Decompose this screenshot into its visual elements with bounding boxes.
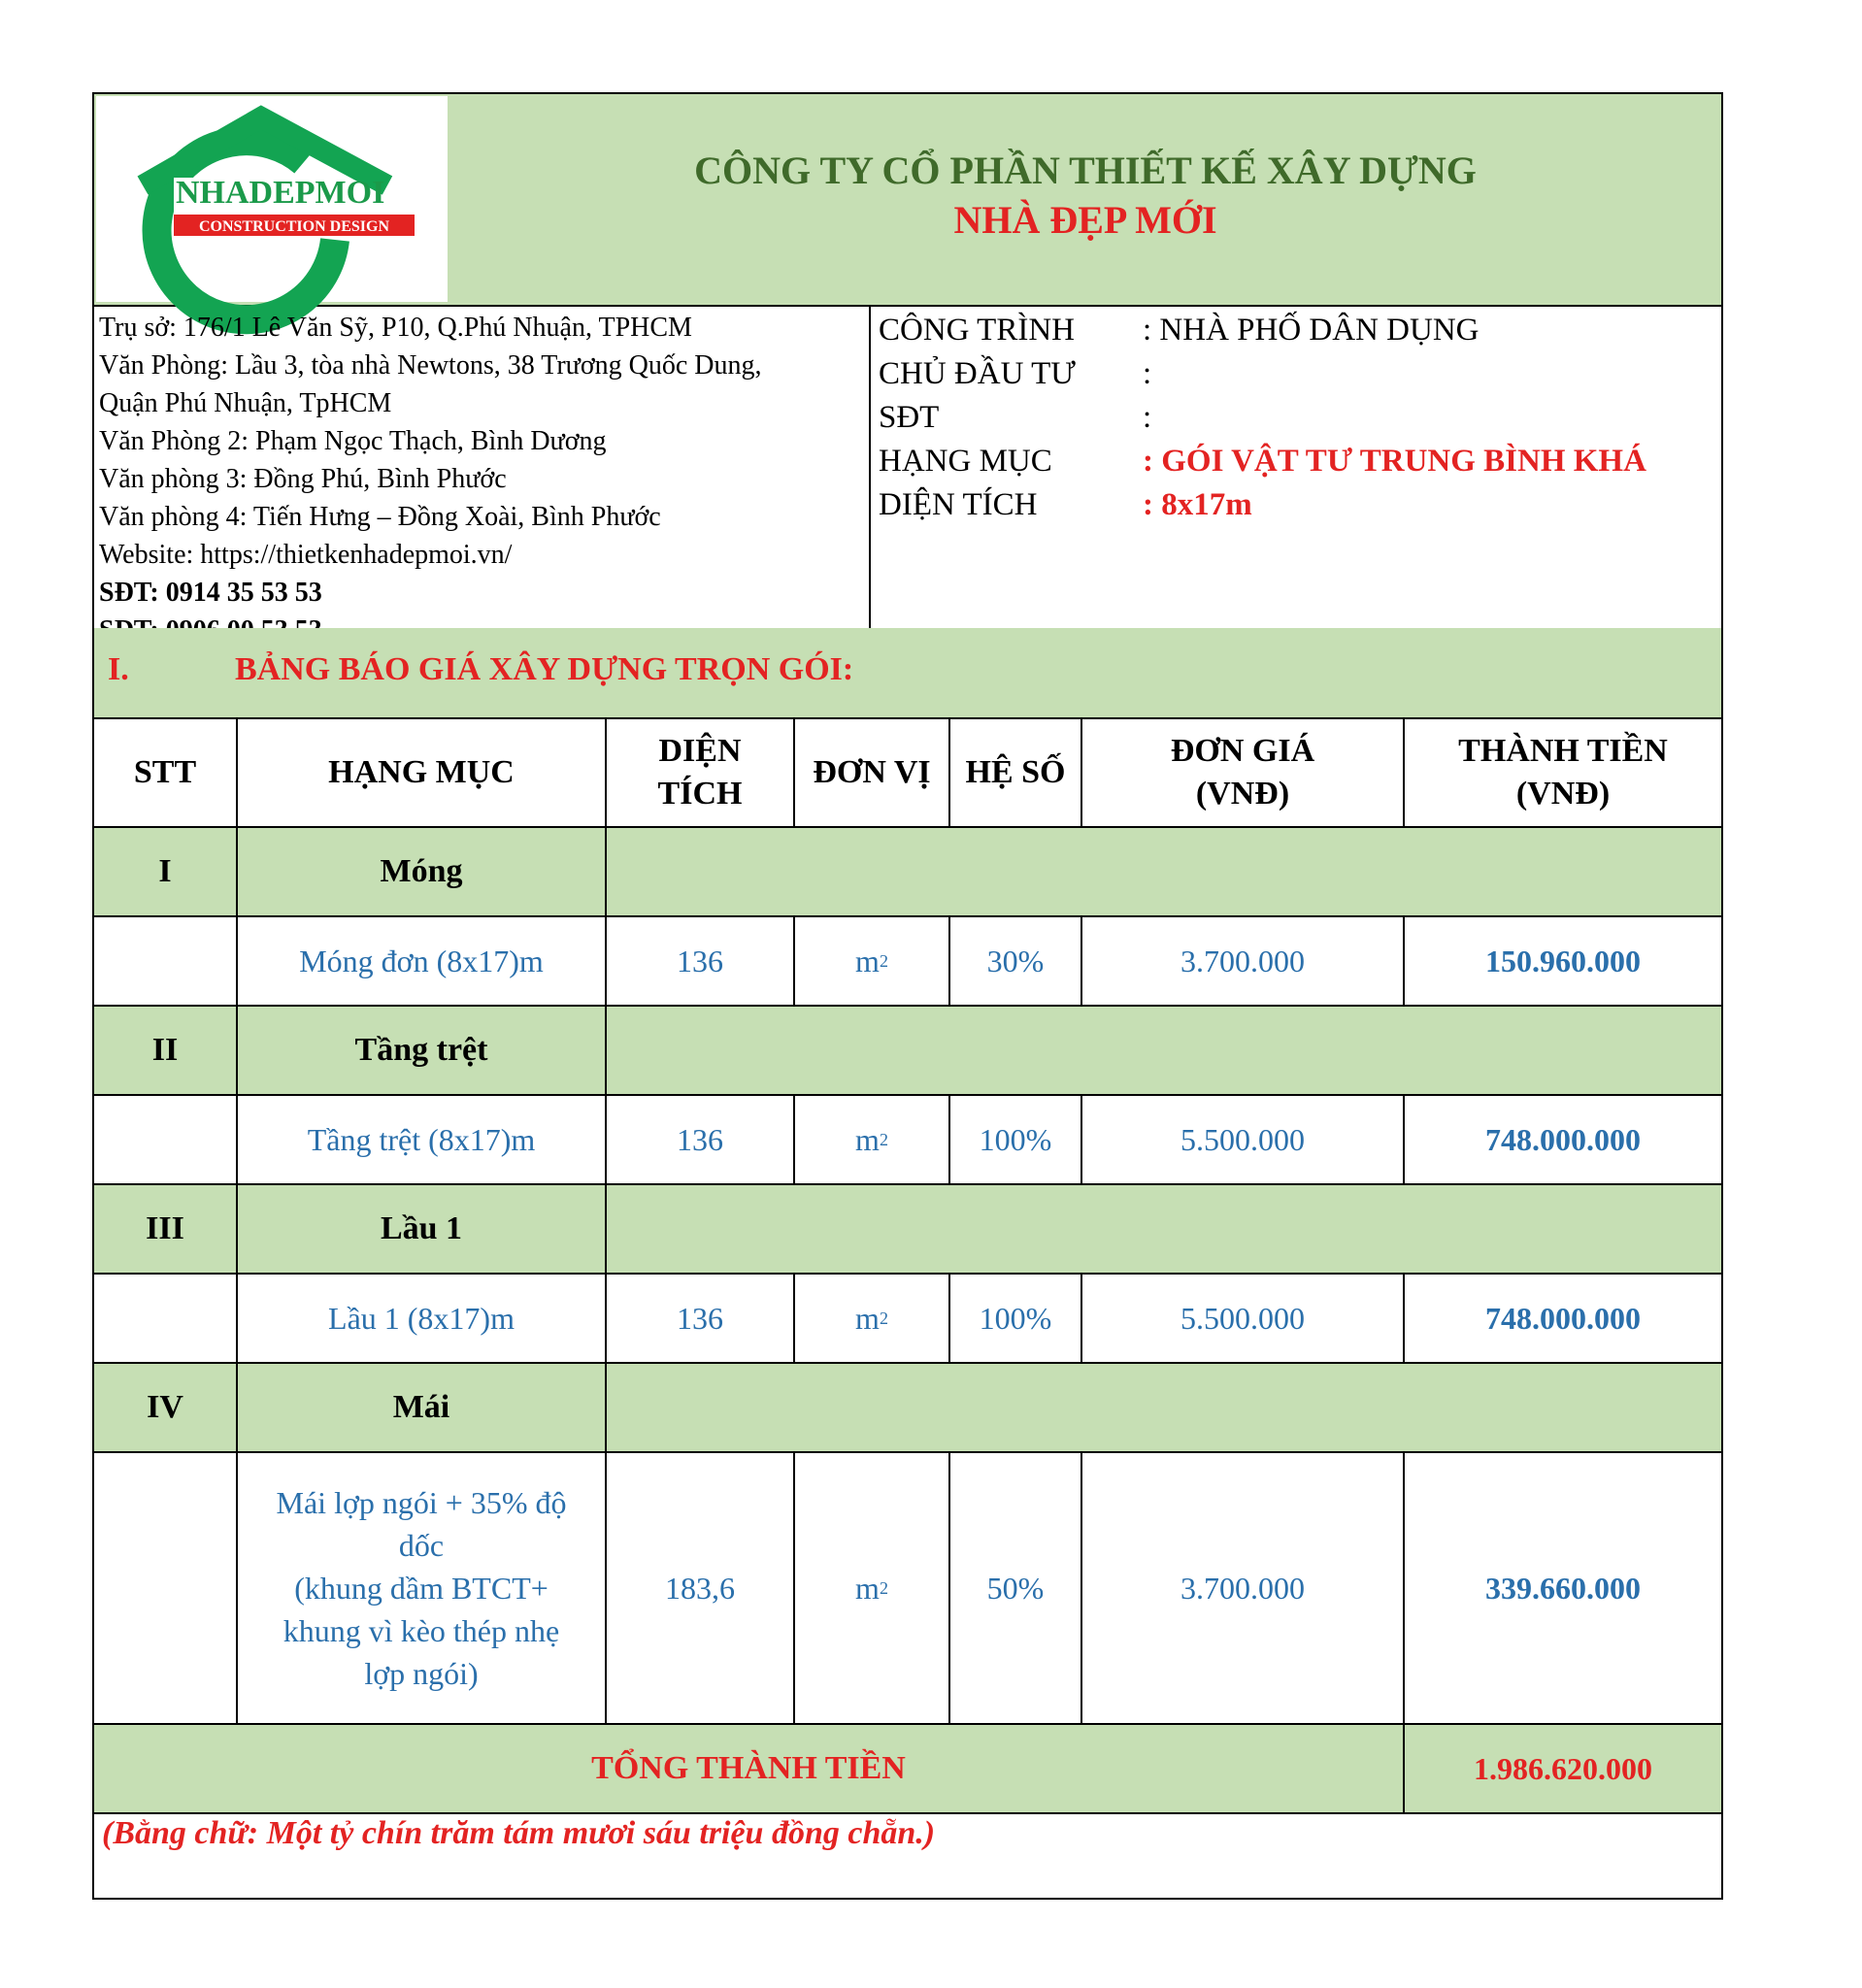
address-line: Quận Phú Nhuận, TpHCM — [99, 388, 392, 418]
row-price: 5.500.000 — [1082, 1096, 1405, 1185]
header-unit: ĐƠN VỊ — [795, 719, 950, 828]
row-coef: 100% — [950, 1096, 1082, 1185]
grand-total-value: 1.986.620.000 — [1405, 1725, 1721, 1814]
row-coef: 100% — [950, 1275, 1082, 1364]
amount-in-words: (Bằng chữ: Một tỷ chín trăm tám mươi sáu triệu đồng chẵn.) — [102, 1815, 936, 1851]
project-label: DIỆN TÍCH — [879, 487, 1038, 522]
row-stt — [94, 917, 238, 1007]
section-heading — [94, 628, 1721, 719]
row-unit — [795, 1275, 950, 1364]
header-stt: STT — [94, 719, 238, 828]
header-area — [607, 719, 795, 828]
row-total: 748.000.000 — [1405, 1275, 1721, 1364]
project-value: : — [1143, 356, 1152, 391]
row-stt — [94, 1096, 238, 1185]
row-item: Tầng trệt (8x17)m — [238, 1096, 607, 1185]
row-coef: 50% — [950, 1453, 1082, 1725]
header-price-line: (VNĐ) — [1195, 776, 1290, 812]
logo-text: NHADEPMOI — [176, 175, 385, 211]
row-total: 339.660.000 — [1405, 1453, 1721, 1725]
logo-subtext: CONSTRUCTION DESIGN — [198, 218, 390, 235]
logo-house-icon — [96, 96, 448, 302]
project-label: SĐT — [879, 400, 940, 435]
group-name: Mái — [238, 1364, 607, 1453]
row-price: 3.700.000 — [1082, 917, 1405, 1007]
row-area: 183,6 — [607, 1453, 795, 1725]
group-name: Tầng trệt — [238, 1007, 607, 1096]
row-item-line: dốc — [398, 1528, 445, 1563]
unit-text: m — [855, 1301, 880, 1336]
group-fill — [607, 1364, 1721, 1453]
row-area: 136 — [607, 1275, 795, 1364]
row-price: 5.500.000 — [1082, 1275, 1405, 1364]
project-value: : — [1143, 400, 1152, 435]
header-total-line: (VNĐ) — [1515, 776, 1611, 812]
unit-sup: 2 — [879, 951, 888, 971]
row-unit — [795, 1453, 950, 1725]
group-number: IV — [94, 1364, 238, 1453]
group-fill — [607, 1185, 1721, 1275]
group-number: III — [94, 1185, 238, 1275]
section-number: I. — [108, 651, 129, 687]
company-name: NHÀ ĐẸP MỚI — [953, 198, 1217, 242]
row-total: 748.000.000 — [1405, 1096, 1721, 1185]
project-label: CHỦ ĐẦU TƯ — [879, 356, 1076, 391]
address-line: Trụ sở: 176/1 Lê Văn Sỹ, P10, Q.Phú Nhuận, TPHCM — [99, 313, 692, 343]
company-logo — [96, 96, 448, 302]
row-total: 150.960.000 — [1405, 917, 1721, 1007]
header-area-line: DIỆN — [658, 733, 742, 769]
unit-text: m — [855, 944, 880, 978]
header-item: HẠNG MỤC — [238, 719, 607, 828]
address-line: Văn phòng 4: Tiến Hưng – Đồng Xoài, Bình Phước — [99, 502, 661, 532]
header-price — [1082, 719, 1405, 828]
row-item-line: (khung dầm BTCT+ — [294, 1571, 549, 1606]
header-total-line: THÀNH TIỀN — [1458, 733, 1668, 769]
unit-text: m — [855, 1571, 880, 1606]
row-area: 136 — [607, 917, 795, 1007]
phone-line: SĐT: 0914 35 53 53 — [99, 578, 322, 608]
row-item: Lầu 1 (8x17)m — [238, 1275, 607, 1364]
info-block — [94, 305, 1721, 630]
row-item — [238, 1453, 607, 1725]
quotation-sheet — [92, 92, 1723, 1900]
project-label: HẠNG MỤC — [879, 444, 1052, 479]
group-name: Lầu 1 — [238, 1185, 607, 1275]
project-value: : GÓI VẬT TƯ TRUNG BÌNH KHÁ — [1143, 444, 1646, 479]
unit-text: m — [855, 1122, 880, 1157]
grand-total-label: TỔNG THÀNH TIỀN — [94, 1725, 1405, 1814]
row-coef: 30% — [950, 917, 1082, 1007]
project-value: : 8x17m — [1143, 487, 1252, 522]
row-item-line: Mái lợp ngói + 35% độ — [276, 1485, 567, 1520]
row-stt — [94, 1275, 238, 1364]
header-price-line: ĐƠN GIÁ — [1170, 733, 1315, 769]
company-header — [94, 94, 1721, 307]
unit-sup: 2 — [879, 1130, 888, 1149]
row-item-line: khung vì kèo thép nhẹ — [283, 1613, 560, 1648]
group-fill — [607, 828, 1721, 917]
address-line: Văn phòng 3: Đồng Phú, Bình Phước — [99, 464, 507, 494]
address-line: Văn Phòng: Lầu 3, tòa nhà Newtons, 38 Trương Quốc Dung, — [99, 350, 762, 381]
header-total — [1405, 719, 1721, 828]
section-title: BẢNG BÁO GIÁ XÂY DỰNG TRỌN GÓI: — [235, 651, 854, 687]
row-unit — [795, 917, 950, 1007]
group-number: II — [94, 1007, 238, 1096]
row-item: Móng đơn (8x17)m — [238, 917, 607, 1007]
row-area: 136 — [607, 1096, 795, 1185]
row-price: 3.700.000 — [1082, 1453, 1405, 1725]
contact-info — [94, 305, 871, 628]
website-line: Website: https://thietkenhadepmoi.vn/ — [99, 540, 513, 570]
group-name: Móng — [238, 828, 607, 917]
project-value: : NHÀ PHỐ DÂN DỤNG — [1143, 313, 1480, 348]
unit-sup: 2 — [879, 1578, 888, 1598]
company-title: CÔNG TY CỔ PHẦN THIẾT KẾ XÂY DỰNG — [694, 149, 1477, 192]
header-area-line: TÍCH — [657, 776, 743, 812]
row-unit — [795, 1096, 950, 1185]
row-stt — [94, 1453, 238, 1725]
group-fill — [607, 1007, 1721, 1096]
address-line: Văn Phòng 2: Phạm Ngọc Thạch, Bình Dương — [99, 426, 607, 456]
group-number: I — [94, 828, 238, 917]
header-coef: HỆ SỐ — [950, 719, 1082, 828]
unit-sup: 2 — [879, 1309, 888, 1328]
project-label: CÔNG TRÌNH — [879, 313, 1075, 348]
row-item-line: lợp ngói) — [364, 1656, 479, 1691]
